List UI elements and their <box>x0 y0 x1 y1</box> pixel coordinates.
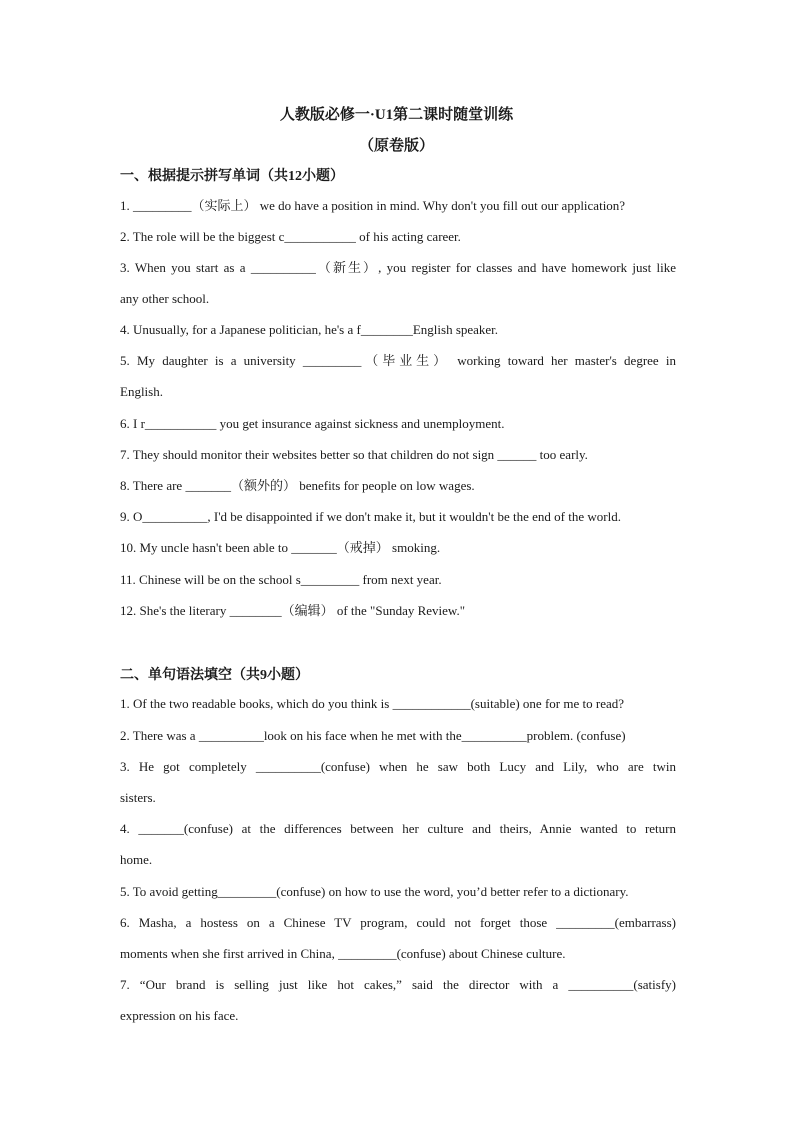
question-line-continued: any other school. <box>120 291 210 306</box>
question-line: 9. O__________, I'd be disappointed if we don't make it, but it wouldn't be the end of the world. <box>120 509 621 524</box>
question-line: 5. My daughter is a university _________（毕业生） working toward her master's degree in <box>120 353 676 368</box>
question-line: 3. When you start as a __________（新生）, you register for classes and have homework just like <box>120 260 676 275</box>
question-line-continued: moments when she first arrived in China, _________(confuse) about Chinese culture. <box>120 946 566 961</box>
question-line: 12. She's the literary ________（编辑） of the "Sunday Review." <box>120 603 466 618</box>
section-1-heading: 一、根据提示拼写单词（共12小题） <box>120 169 344 184</box>
section-2-heading: 二、单句语法填空（共9小题） <box>120 668 309 683</box>
question-line: 3. He got completely __________(confuse) when he saw both Lucy and Lily, who are twin <box>120 759 676 774</box>
question-line: 2. The role will be the biggest c___________ of his acting career. <box>120 229 461 244</box>
question-line: 1. Of the two readable books, which do you think is ____________(suitable) one for me to read? <box>120 696 624 711</box>
document-subtitle: （原卷版） <box>358 138 434 154</box>
question-line: 11. Chinese will be on the school s_________ from next year. <box>120 572 442 587</box>
question-line: 5. To avoid getting_________(confuse) on how to use the word, you’d better refer to a dictionary. <box>120 884 629 899</box>
question-line: 6. I r___________ you get insurance against sickness and unemployment. <box>120 416 505 431</box>
question-line: 4. Unusually, for a Japanese politician, he's a f________English speaker. <box>120 322 499 337</box>
question-line-continued: expression on his face. <box>120 1008 239 1023</box>
question-line-continued: home. <box>120 852 153 867</box>
question-line: 1. _________（实际上） we do have a position in mind. Why don't you fill out our application? <box>120 198 626 213</box>
question-line: 8. There are _______（额外的） benefits for people on low wages. <box>120 478 475 493</box>
question-line-continued: sisters. <box>120 790 156 805</box>
question-line: 6. Masha, a hostess on a Chinese TV program, could not forget those _________(embarrass) <box>120 915 676 930</box>
question-line: 4. _______(confuse) at the differences between her culture and theirs, Annie wanted to return <box>120 821 676 836</box>
question-line: 2. There was a __________look on his face when he met with the__________problem. (confuse) <box>120 728 626 743</box>
question-line-continued: English. <box>120 384 163 399</box>
question-line: 7. They should monitor their websites better so that children do not sign ______ too early. <box>120 447 588 462</box>
question-line: 10. My uncle hasn't been able to _______（戒掉） smoking. <box>120 540 441 555</box>
question-line: 7. “Our brand is selling just like hot cakes,” said the director with a __________(satisfy) <box>120 977 676 992</box>
document-title: 人教版必修一·U1第二课时随堂训练 <box>279 107 514 123</box>
